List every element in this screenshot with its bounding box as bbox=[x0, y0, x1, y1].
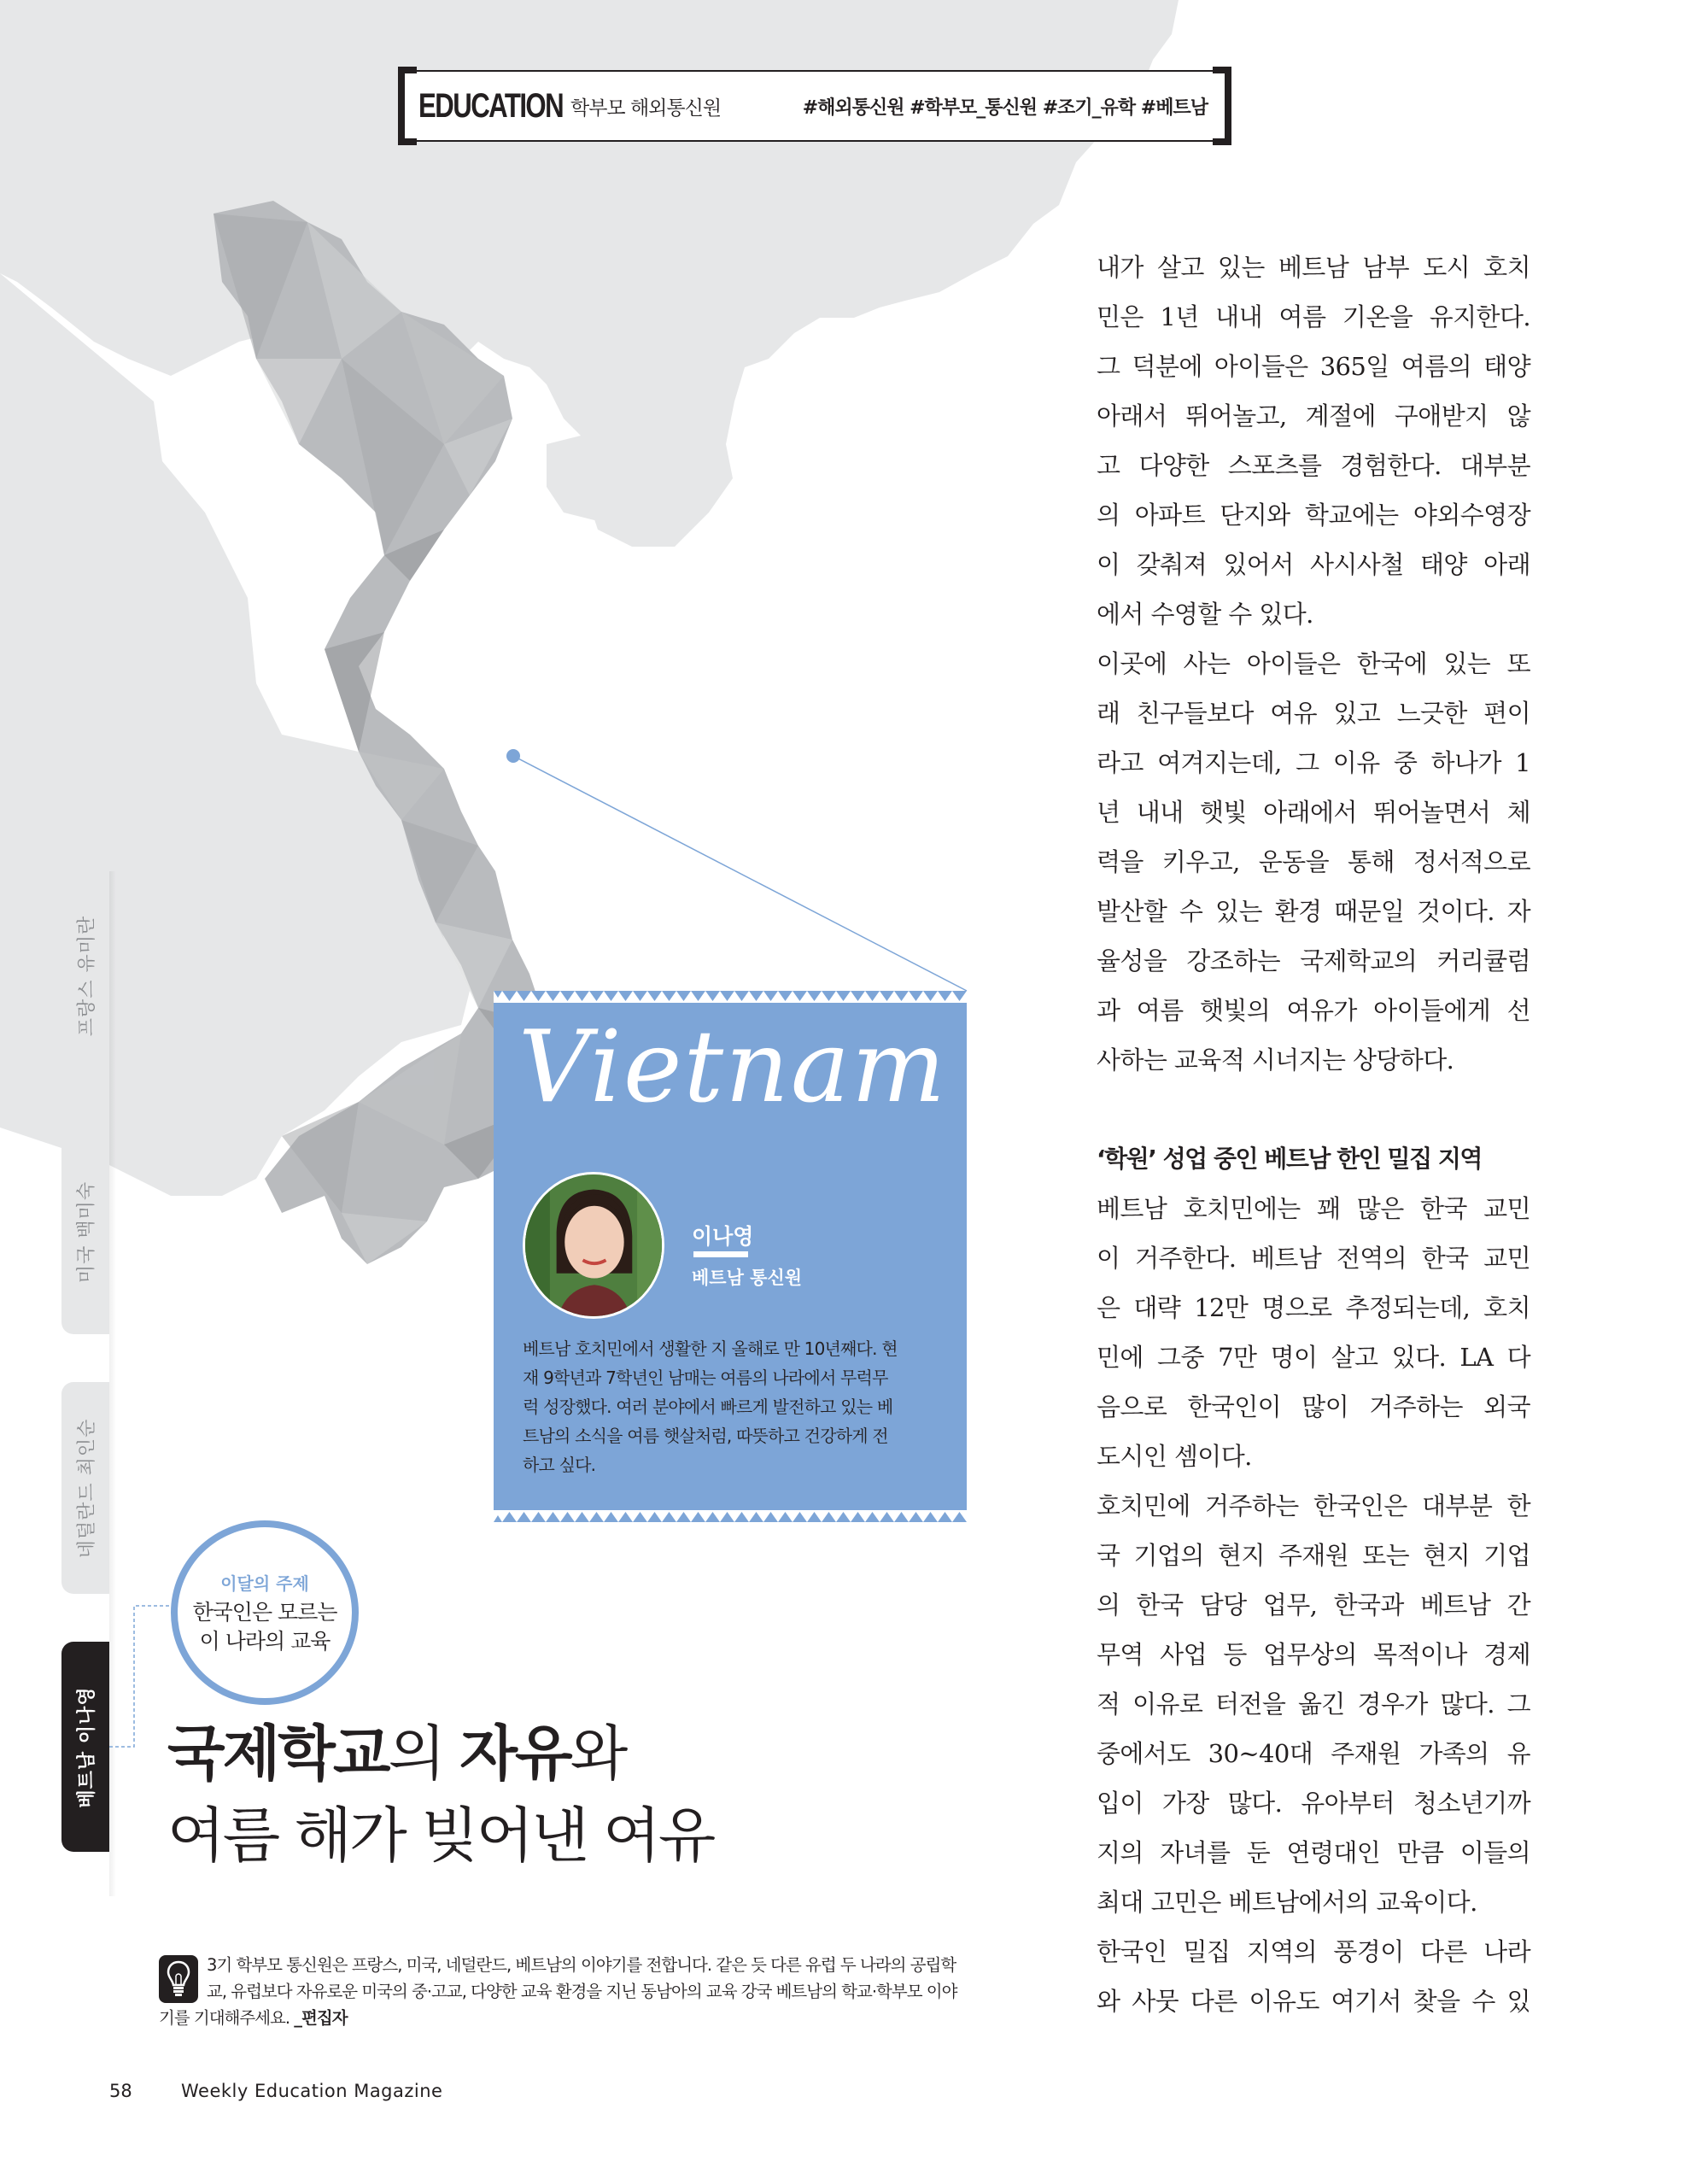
text-line: 력을 키우고, 운동을 통해 정서적으로 bbox=[1097, 847, 1530, 876]
author-bio bbox=[523, 1334, 941, 1479]
text-line: 과 여름 햇빛의 여유가 아이들에게 선 bbox=[1097, 996, 1530, 1025]
topic-label: 이달의 주제 bbox=[220, 1573, 309, 1594]
text-line: 라고 여겨지는데, 그 이유 중 하나가 1 bbox=[1097, 748, 1530, 777]
text-line: 와 사뭇 다른 이유도 여기서 찾을 수 있 bbox=[1097, 1987, 1530, 2016]
headline-light-1: 의 bbox=[388, 1719, 460, 1789]
text-line: 의 한국 담당 업무, 한국과 베트남 간 bbox=[1097, 1590, 1530, 1619]
editor-note-text: 3기 학부모 통신원은 프랑스, 미국, 네덜란드, 베트남의 이야기를 전합니다. 같은 듯 다른 유럽 두 나라의 공립학교, 유럽보다 자유로운 미국의 중·고교, 다양한 교육 환경을 지닌 동남아의 교육 강국 베트남의 학교·학부모 이야기를 기대해주세요. bbox=[159, 1955, 957, 2028]
text-line: 민에 그중 7만 명이 살고 있다. LA 다 bbox=[1097, 1343, 1530, 1372]
side-tab-label: 프랑스 유미란 bbox=[76, 915, 98, 1036]
text-line: 은 대략 12만 명으로 추정되는데, 호치 bbox=[1097, 1293, 1530, 1322]
bio-line: 트남의 소식을 여름 햇살처럼, 따뜻하고 건강하게 전 bbox=[523, 1426, 888, 1446]
bio-line: 베트남 호치민에서 생활한 지 올해로 만 10년째다. 현 bbox=[523, 1338, 898, 1359]
lightbulb-icon bbox=[159, 1955, 198, 2003]
text-line: 율성을 강조하는 국제학교의 커리큘럼 bbox=[1097, 946, 1530, 975]
headline-line-2: 여름 해가 빚어낸 여유 bbox=[167, 1801, 714, 1871]
hashtags: #해외통신원 #학부모_통신원 #조기_유학 #베트남 bbox=[802, 97, 1208, 119]
text-line: 이 갖춰져 있어서 사시사철 태양 아래 bbox=[1097, 550, 1530, 579]
text-line: 중에서도 30~40대 주재원 가족의 유 bbox=[1097, 1739, 1530, 1768]
editor-signature: _편집자 bbox=[294, 2008, 348, 2028]
text-line: 베트남 호치민에는 꽤 많은 한국 교민 bbox=[1097, 1194, 1530, 1223]
text-line: 그 덕분에 아이들은 365일 여름의 태양 bbox=[1097, 352, 1530, 381]
author-role: 베트남 통신원 bbox=[692, 1268, 803, 1288]
paragraph-2 bbox=[1097, 639, 1530, 1085]
text-line: 아래서 뛰어놀고, 계절에 구애받지 않 bbox=[1097, 401, 1530, 430]
side-tab-label: 베트남 이나영 bbox=[76, 1685, 98, 1808]
headline-bold-1: 국제학교 bbox=[167, 1719, 389, 1789]
side-tab-shadow bbox=[109, 871, 116, 1896]
text-line: 한국인 밀집 지역의 풍경이 다른 나라 bbox=[1097, 1937, 1530, 1966]
monthly-topic-badge bbox=[171, 1520, 359, 1705]
paragraph-3 bbox=[1097, 1184, 1530, 1481]
magazine-name: Weekly Education Magazine bbox=[181, 2081, 443, 2101]
author-name: 이나영 bbox=[692, 1224, 754, 1249]
text-line: 최대 고민은 베트남에서의 교육이다. bbox=[1097, 1888, 1477, 1917]
text-line: 호치민에 거주하는 한국인은 대부분 한 bbox=[1097, 1491, 1530, 1520]
headline-light-2: 와 bbox=[570, 1719, 626, 1789]
text-line: 국 기업의 현지 주재원 또는 현지 기업 bbox=[1097, 1541, 1530, 1570]
text-line: 년 내내 햇빛 아래에서 뛰어놀면서 체 bbox=[1097, 798, 1530, 827]
text-line: 내가 살고 있는 베트남 남부 도시 호치 bbox=[1097, 253, 1530, 282]
headline-bold-2: 자유 bbox=[459, 1719, 570, 1789]
section-subtitle: 학부모 해외통신원 bbox=[570, 97, 722, 120]
text-line: 음으로 한국인이 많이 거주하는 외국 bbox=[1097, 1392, 1530, 1421]
author-avatar bbox=[523, 1172, 664, 1319]
text-line: 래 친구들보다 여유 있고 느긋한 편이 bbox=[1097, 699, 1530, 728]
topic-line-1: 한국인은 모르는 bbox=[192, 1599, 337, 1625]
text-line: 적 이유로 터전을 옮긴 경우가 많다. 그 bbox=[1097, 1690, 1530, 1719]
bio-line: 럭 성장했다. 여러 분야에서 빠르게 발전하고 있는 베 bbox=[523, 1397, 893, 1417]
paragraph-4 bbox=[1097, 1481, 1530, 1927]
paragraph-5 bbox=[1097, 1927, 1530, 2026]
editor-note bbox=[159, 1952, 970, 2031]
bio-line: 하고 싶다. bbox=[523, 1455, 596, 1475]
side-tab-usa[interactable] bbox=[61, 1129, 109, 1334]
paragraph-1 bbox=[1097, 243, 1530, 639]
article-subheading: ‘학원’ 성업 중인 베트남 한인 밀집 지역 bbox=[1097, 1145, 1482, 1173]
text-line: 도시인 셈이다. bbox=[1097, 1442, 1252, 1471]
side-tab-netherlands[interactable] bbox=[61, 1382, 109, 1594]
text-line: 발산할 수 있는 환경 때문일 것이다. 자 bbox=[1097, 897, 1530, 926]
text-line: 이곳에 사는 아이들은 한국에 있는 또 bbox=[1097, 649, 1530, 678]
topic-line-2: 이 나라의 교육 bbox=[199, 1628, 330, 1654]
side-tab-label: 네덜란드 최인순 bbox=[76, 1418, 98, 1558]
text-line: 이 거주한다. 베트남 전역의 한국 교민 bbox=[1097, 1244, 1530, 1273]
side-tab-vietnam[interactable] bbox=[61, 1642, 109, 1852]
text-line: 입이 가장 많다. 유아부터 청소년기까 bbox=[1097, 1789, 1530, 1818]
section-label: EDUCATION bbox=[418, 86, 564, 125]
side-tab-label: 미국 백미숙 bbox=[76, 1180, 98, 1283]
text-line: 에서 수영할 수 있다. bbox=[1097, 600, 1313, 629]
side-tab-france[interactable] bbox=[61, 873, 109, 1078]
zigzag-edge-bottom bbox=[494, 1510, 967, 1522]
zigzag-edge-top bbox=[494, 991, 967, 1003]
country-title: Vietnam bbox=[518, 1010, 947, 1125]
name-underline bbox=[693, 1251, 748, 1257]
bio-line: 재 9학년과 7학년인 남매는 여름의 나라에서 무럭무 bbox=[523, 1368, 888, 1388]
text-line: 지의 자녀를 둔 연령대인 만큼 이들의 bbox=[1097, 1838, 1530, 1867]
text-line: 고 다양한 스포츠를 경험한다. 대부분 bbox=[1097, 451, 1530, 480]
correspondent-profile-card bbox=[494, 991, 967, 1522]
text-line: 민은 1년 내내 여름 기온을 유지한다. bbox=[1097, 302, 1530, 331]
page-number: 58 bbox=[109, 2081, 132, 2101]
text-line: 무역 사업 등 업무상의 목적이나 경제 bbox=[1097, 1640, 1530, 1669]
text-line: 의 아파트 단지와 학교에는 야외수영장 bbox=[1097, 501, 1530, 530]
article-headline bbox=[167, 1713, 713, 1877]
text-line: 사하는 교육적 시너지는 상당하다. bbox=[1097, 1045, 1454, 1075]
article-body bbox=[1097, 243, 1530, 2026]
section-header bbox=[400, 70, 1230, 142]
